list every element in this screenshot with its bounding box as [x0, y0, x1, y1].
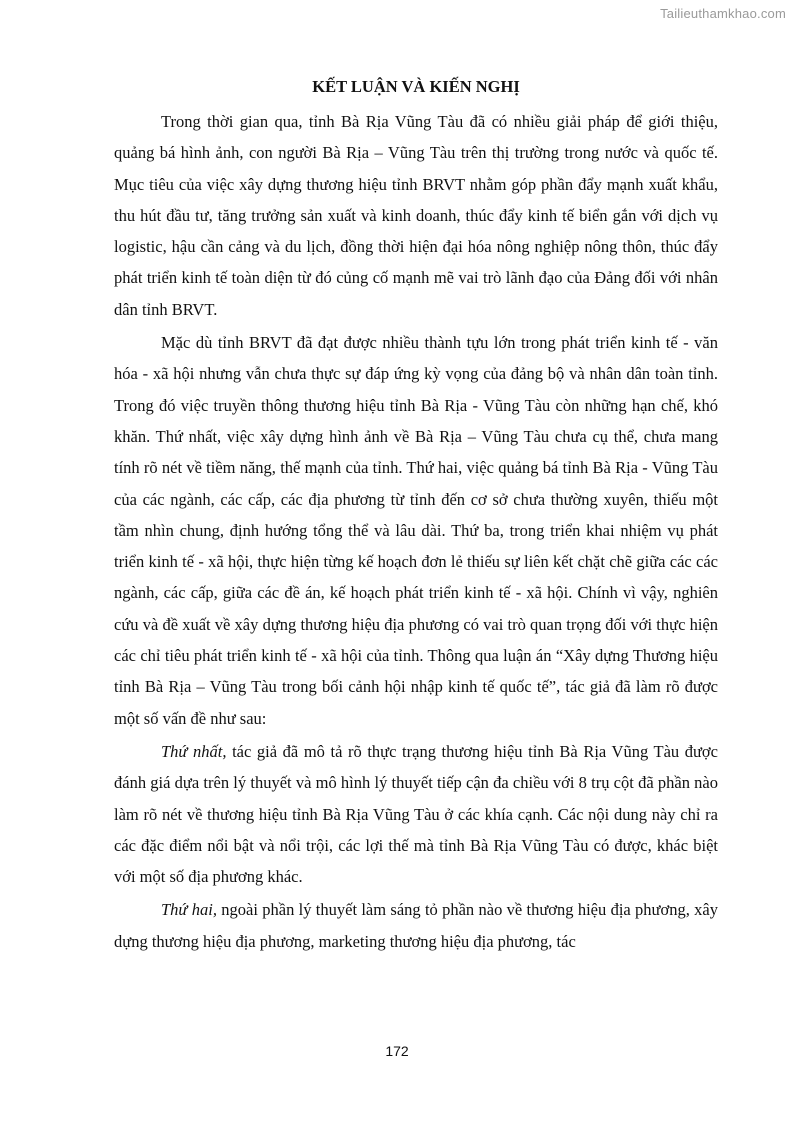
section-title: KẾT LUẬN VÀ KIẾN NGHỊ: [312, 77, 520, 96]
paragraph-limitations: [114, 327, 718, 734]
paragraph-intro: [114, 106, 718, 325]
paragraph-text: tác giả đã mô tả rõ thực trạng thương hiệu tỉnh Bà Rịa Vũng Tàu được đánh giá dựa trên lý thuyết và mô hình lý thuyết tiếp cận đa chiều với 8 trụ cột đã phần nào làm rõ nét về thương hiệu tỉnh Bà Rịa Vũng Tàu ở các khía cạnh. Các nội dung này chỉ ra các đặc điểm nổi bật và nổi trội, các lợi thế mà tỉnh Bà Rịa Vũng Tàu có được, khác biệt với một số địa phương khác.: [114, 741, 718, 887]
paragraph-text: Trong thời gian qua, tỉnh Bà Rịa Vũng Tàu đã có nhiều giải pháp để giới thiệu, quảng bá hình ảnh, con người Bà Rịa – Vũng Tàu trên thị trường trong nước và quốc tế. Mục tiêu của việc xây dựng thương hiệu tỉnh BRVT nhằm góp phần đẩy mạnh xuất khẩu, thu hút đầu tư, tăng trưởng sản xuất và kinh doanh, thúc đẩy kinh tế biển gắn với dịch vụ logistic, hậu cần cảng và du lịch, đồng thời hiện đại hóa nông nghiệp nông thôn, thúc đẩy phát triển kinh tế toàn diện từ đó củng cố mạnh mẽ vai trò lãnh đạo của Đảng đối với nhân dân tỉnh BRVT.: [114, 112, 718, 319]
paragraph-lead: Thứ hai,: [161, 900, 217, 920]
paragraph-second-finding: [114, 894, 718, 957]
watermark-text: Tailieuthamkhao.com: [660, 6, 786, 21]
document-body: [114, 72, 718, 959]
paragraph-text: Mặc dù tỉnh BRVT đã đạt được nhiều thành tựu lớn trong phát triển kinh tế - văn hóa - xã hội nhưng vẫn chưa thực sự đáp ứng kỳ vọng của đảng bộ và nhân dân toàn tỉnh. Trong đó việc truyền thông thương hiệu tỉnh Bà Rịa - Vũng Tàu còn những hạn chế, khó khăn. Thứ nhất, việc xây dựng hình ảnh về Bà Rịa – Vũng Tàu chưa cụ thể, chưa mang tính rõ nét về tiềm năng, thế mạnh của tỉnh. Thứ hai, việc quảng bá tỉnh Bà Rịa - Vũng Tàu của các ngành, các cấp, các địa phương từ tỉnh đến cơ sở chưa thường xuyên, thiếu một tầm nhìn chung, định hướng tổng thể và lâu dài. Thứ ba, trong triển khai nhiệm vụ phát triển kinh tế - xã hội, thực hiện từng kế hoạch đơn lẻ thiếu sự liên kết chặt chẽ giữa các các ngành, các cấp, giữa các đề án, kế hoạch phát triển kinh tế - xã hội. Chính vì vậy, nghiên cứu và đề xuất về xây dựng thương hiệu địa phương có vai trò quan trọng đối với thực hiện các chỉ tiêu phát triển kinh tế - xã hội của tỉnh. Thông qua luận án “Xây dựng Thương hiệu tỉnh Bà Rịa – Vũng Tàu trong bối cảnh hội nhập kinh tế quốc tế”, tác giả đã làm rõ được một số vấn đề như sau:: [114, 333, 718, 728]
paragraph-text: ngoài phần lý thuyết làm sáng tỏ phần nào về thương hiệu địa phương, xây dựng thương hiệu địa phương, marketing thương hiệu địa phương, tác: [114, 900, 718, 951]
paragraph-lead: Thứ nhất,: [161, 741, 227, 761]
paragraph-first-finding: [114, 736, 718, 892]
page-number: 172: [385, 1043, 409, 1059]
